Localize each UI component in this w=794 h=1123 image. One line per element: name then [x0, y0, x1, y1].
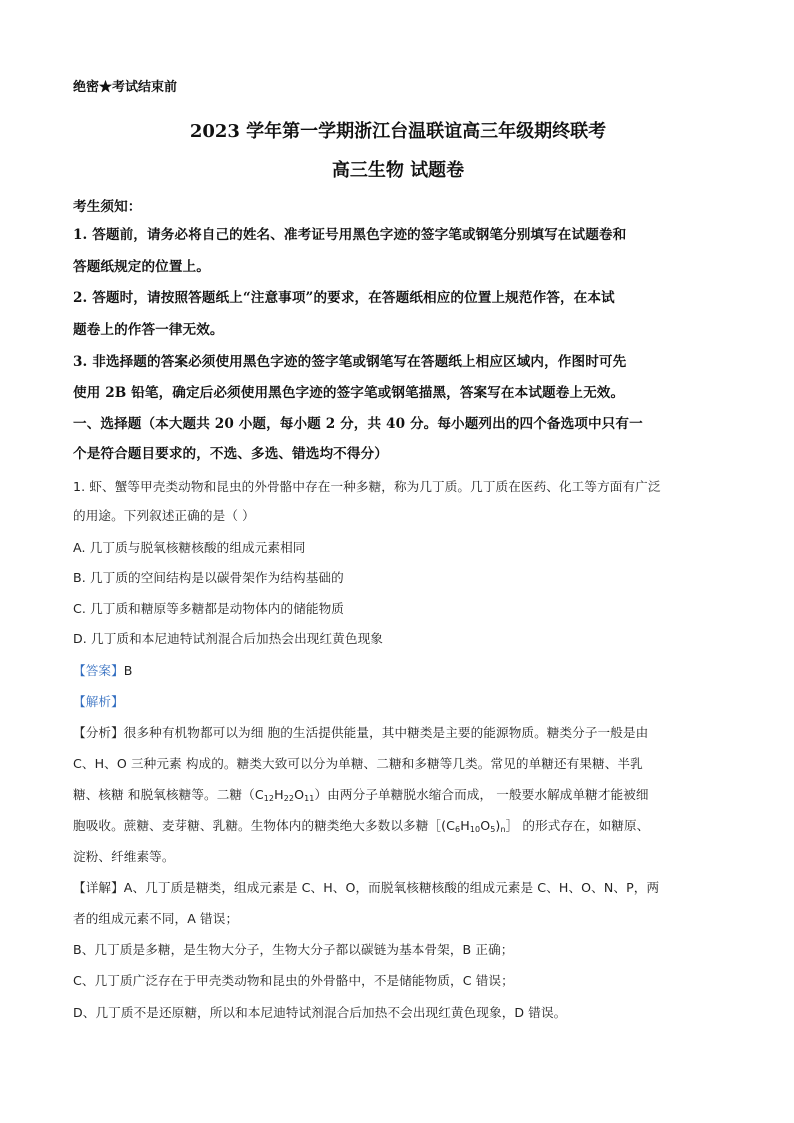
- fenxi-text-3-rest: ）由两分子单糖脱水缩合而成， 一般要水解成单糖才能被细: [314, 787, 649, 802]
- secrecy-label: 绝密★考试结束前: [73, 80, 178, 95]
- fenxi-text-3: 糖、核糖 和脱氧核糖等。二糖（C: [73, 787, 264, 802]
- notice-item-3-line-1: 3. 非选择题的答案必须使用黑色字迹的签字笔或钢笔写在答题纸上相应区域内，作图时可先: [73, 354, 627, 370]
- formula-h: H: [274, 787, 284, 802]
- formula-h: H: [460, 818, 470, 833]
- analysis-label: 【解析】: [73, 694, 124, 709]
- notice-item-3-line-2: 使用 2B 铅笔，确定后必须使用黑色字迹的签字笔或钢笔描黑，答案写在本试题卷上无效。: [73, 385, 625, 401]
- formula-sub: 10: [469, 825, 481, 834]
- xiangjie-line-5: D、几丁质不是还原糖，所以和本尼迪特试剂混合后加热不会出现红黄色现象，D 错误。: [73, 1005, 567, 1020]
- xiangjie-label: 【详解】: [73, 880, 124, 895]
- fenxi-line-1: [73, 722, 648, 741]
- notice-item-2-line-2: 题卷上的作答一律无效。: [73, 322, 224, 338]
- paper-subtitle: 高三生物 试题卷: [331, 160, 465, 181]
- option-c: C. 几丁质和糖原等多糖都是动物体内的储能物质: [73, 601, 344, 616]
- formula-close: ): [495, 818, 501, 833]
- section-heading-line-2: 个是符合题目要求的，不选、多选、错选均不得分）: [73, 446, 388, 462]
- option-a: A. 几丁质与脱氧核糖核酸的组成元素相同: [73, 540, 306, 555]
- formula-sub: 22: [283, 794, 295, 803]
- question-1-stem-line-1: 1. 虾、蟹等甲壳类动物和昆虫的外骨骼中存在一种多糖，称为几丁质。几丁质在医药、化工等方面有广泛: [73, 479, 661, 494]
- xiangjie-line-1: [73, 877, 659, 896]
- notice-item-2-line-1: 2. 答题时，请按照答题纸上“注意事项”的要求，在答题纸相应的位置上规范作答，在本试: [73, 290, 615, 306]
- fenxi-line-4: [73, 815, 649, 834]
- fenxi-text-1: 很多种有机物都可以为细 胞的生活提供能量，其中糖类是主要的能源物质。糖类分子一般是由: [123, 725, 649, 740]
- xiangjie-line-3: B、几丁质是多糖，是生物大分子，生物大分子都以碳链为基本骨架，B 正确；: [73, 942, 514, 957]
- fenxi-text-4: 胞吸收。蔗糖、麦芽糖、乳糖。生物体内的糖类绝大多数以多糖［(C: [73, 818, 456, 833]
- answer-value: B: [123, 663, 133, 678]
- formula-sub: 12: [263, 794, 275, 803]
- answer-line: [73, 660, 133, 679]
- exam-title: 2023 学年第一学期浙江台温联谊高三年级期终联考: [189, 121, 607, 142]
- formula-o: O: [480, 818, 491, 833]
- option-d: D. 几丁质和本尼迪特试剂混合后加热会出现红黄色现象: [73, 631, 383, 646]
- formula-sub: n: [500, 825, 506, 834]
- question-1-stem-line-2: 的用途。下列叙述正确的是（ ）: [73, 508, 255, 523]
- formula-o: O: [294, 787, 305, 802]
- formula-sub: 5: [490, 825, 496, 834]
- xiangjie-text-1: A、几丁质是糖类，组成元素是 C、H、O，而脱氧核糖核酸的组成元素是 C、H、O、N、P，两: [123, 880, 660, 895]
- xiangjie-line-4: C、几丁质广泛存在于甲壳类动物和昆虫的外骨骼中，不是储能物质，C 错误；: [73, 973, 514, 988]
- notice-item-1-line-1: 1. 答题前，请务必将自己的姓名、准考证号用黑色字迹的签字笔或钢笔分别填写在试题卷和: [73, 227, 627, 243]
- option-b: B. 几丁质的空间结构是以碳骨架作为结构基础的: [73, 570, 344, 585]
- notice-item-1-line-2: 答题纸规定的位置上。: [73, 259, 210, 275]
- section-heading-line-1: 一、选择题（本大题共 20 小题，每小题 2 分，共 40 分。每小题列出的四个备选项中只有一: [73, 416, 643, 432]
- fenxi-line-3: [73, 784, 649, 803]
- fenxi-text-4-rest: ］ 的形式存在，如糖原、: [505, 818, 650, 833]
- formula-sub: 6: [455, 825, 461, 834]
- answer-label: 【答案】: [73, 663, 124, 678]
- fenxi-line-5: 淀粉、纤维素等。: [73, 849, 175, 864]
- fenxi-label: 【分析】: [73, 725, 124, 740]
- fenxi-line-2: C、H、O 三种元素 构成的。糖类大致可以分为单糖、二糖和多糖等几类。常见的单糖还有果糖、半乳: [73, 756, 643, 771]
- formula-sub: 11: [304, 794, 315, 803]
- xiangjie-line-2: 者的组成元素不同，A 错误；: [73, 911, 239, 926]
- notice-heading: 考生须知：: [73, 199, 142, 215]
